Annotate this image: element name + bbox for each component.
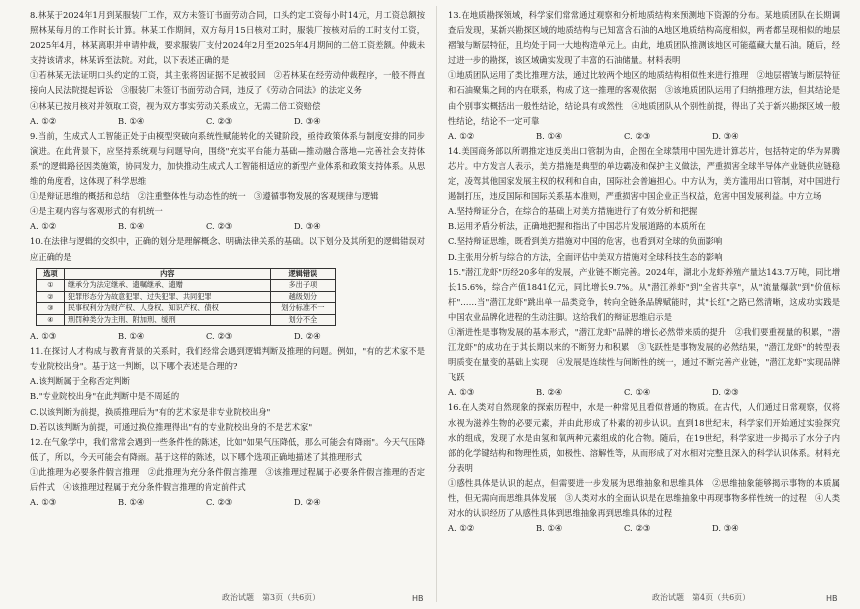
page-footer: 政治试题 第3页（共6页） xyxy=(222,593,321,602)
table-cell: 划分标准不一 xyxy=(270,303,335,315)
table-cell: 民事权利分为财产权、人身权、知识产权、债权 xyxy=(64,303,270,315)
question-stem: 15."潜江龙虾"历经20多年的发展，产业链不断完善。2024年，湖北小龙虾养殖产量达143.7万吨，同比增长15.6%，综合产值1841亿元，同比增长9.7%。从"潜江养虾"到"全省共享"，从"流量爆款"到"价值标杆"……当"潜江龙虾"跳出单一品类竞争，转向全链条品牌赋能时，其"长红"之路已然清晰，这成功实践是中国农业品牌化进程的生动注脚。这给我们的辩证思维启示是 xyxy=(448,266,840,322)
table-row xyxy=(37,314,336,326)
answer-b: B."专业院校出身"在此判断中是不周延的 xyxy=(30,391,180,402)
table-cell: 刑罚种类分为主刑、附加刑、缓刑 xyxy=(64,314,270,326)
table-row xyxy=(37,303,336,315)
answer-a: A. ①③ xyxy=(30,331,57,342)
answer-b: B. ①④ xyxy=(118,115,145,126)
table-row xyxy=(37,291,336,303)
answer-c: C. ②③ xyxy=(206,221,233,232)
answer-b: B. ①④ xyxy=(536,523,563,534)
answer-a: A. ①③ xyxy=(30,497,57,508)
option-statements: ①此推理为必要条件假言推理 ②此推理为充分条件假言推理 ③该推理过程属于必要条件假言推理的否定后件式 ④该推理过程属于充分条件假言推理的肯定前件式 xyxy=(30,466,425,493)
table-cell: 越级划分 xyxy=(270,291,335,303)
answer-a: A.坚持辩证分合，在综合的基础上对美方措施进行了有效分析和把握 xyxy=(448,206,698,217)
answer-c: C.坚持辩证思维，既看到美方措施对中国的危害，也看到对全球的负面影响 xyxy=(448,236,723,247)
question-stem: 10.在法律与逻辑的交织中，正确的划分是理解概念、明确法律关系的基础。以下划分及其所犯的逻辑错误对应正确的是 xyxy=(30,236,425,262)
answer-a: A.该判断属于全称否定判断 xyxy=(30,376,130,387)
question-10 xyxy=(30,234,425,344)
option-statements: ①感性具体是认识的起点，但需要进一步发展为思维抽象和思维具体 ②思维抽象能够揭示事物的本质属性，但无需向而思维具体发展 ③人类对水的全面认识是在思维抽象中再现事物多样性统一的过程 ④人类对水的认识经历了从感性具体到思维抽象再到思维具体的过程 xyxy=(448,477,840,519)
table-cell: ③ xyxy=(37,303,65,315)
question-12 xyxy=(30,435,425,510)
answer-a: A. ①② xyxy=(448,130,475,141)
answer-choices xyxy=(30,114,425,129)
question-16 xyxy=(448,400,840,536)
question-stem: 16.在人类对自然现象的探索历程中，水是一种常见且看似普通的物质。在古代，人们通过日常观察，仅将水视为滋养生物的必要元素，并由此形成了朴素的初步认识。直到18世纪末，科学家们开始通过实验探究水的组成，发现了水是由氢和氧两种元素组成的化合物。随后，在19世纪，科学家进一步揭示了水分子内部的化学键结构和物理性质，如极性、溶解性等，从而形成了对水相对完整且深入的科学认识体系。材料充分表明 xyxy=(448,402,840,473)
answer-d: D.主张用分析与综合的方法，全面评估中美双方措施对全球科技生态的影响 xyxy=(448,251,723,262)
answer-choices xyxy=(448,129,840,144)
answer-choices xyxy=(30,329,425,344)
table-cell: 多出子项 xyxy=(270,280,335,292)
answer-d: D.若以该判断为前提，可通过换位推理得出"有的专业院校出身的不是艺术家" xyxy=(30,421,313,432)
question-15 xyxy=(448,265,840,401)
division-table xyxy=(36,268,336,327)
option-statements: ④林某已按月核对并领取工资，视为双方事实劳动关系成立，无需二倍工资赔偿 xyxy=(30,100,321,111)
question-stem: 8.林某于2024年1月到某服装厂工作，双方未签订书面劳动合同，口头约定工资每小时14元，月工资总额按照林某每月的工作时长计算。林某工作期间，双方每月15日核对工时，服装厂按核对后的工时支付工资，2025年4月，林某离职并申请仲裁，要求服装厂支付2024年2月至2025年4月期间的二倍工资差额。仲裁未支持该请求，林某诉至法院。对此，以下表述正确的是 xyxy=(30,10,425,66)
answer-a: A. ①② xyxy=(30,115,57,126)
answer-c: C. ②③ xyxy=(624,523,651,534)
option-statements: ①地质团队运用了类比推理方法，通过比较两个地区的地质结构相似性来进行推理 ②地层褶皱与断层特征和石油聚集之间的内在联系，构成了这一推理的客观依据 ③该地质团队运用了归纳推理方法，但其结论是由个别事实概括出一般性结论，结论具有或然性 ④地质团队从个别性前提，得出了关于新兴勘探区域一般性结论，结论不一定可靠 xyxy=(448,70,840,126)
answer-d: D. ②③ xyxy=(712,387,739,398)
table-header: 内容 xyxy=(64,268,270,280)
question-13 xyxy=(448,8,840,144)
answer-b: B.运用矛盾分析法，正确地把握和指出了中国芯片发展道路的本质所在 xyxy=(448,221,706,232)
answer-d: D. ③④ xyxy=(294,115,321,126)
question-8 xyxy=(30,8,425,129)
answer-d: D. ③④ xyxy=(294,221,321,232)
question-9 xyxy=(30,129,425,235)
answer-b: B. ②④ xyxy=(536,387,563,398)
paper-code: HB xyxy=(826,594,838,603)
answer-c: C. ②③ xyxy=(624,130,651,141)
question-stem: 9.当前，生成式人工智能正处于由模型突破向系统性赋能转化的关键阶段，亟待政策体系与制度安排的同步演进。在此背景下，应坚持系统观与问题导向，围绕"充实平台能力基础—推动融合落地—完善社会支持体系"的逻辑路径因类施策，协同发力，加快推动生成式人工智能相适应的新型产业体系和政策支持体系。从思维的角度看，这体现了科学思维 xyxy=(30,130,425,187)
answer-c: C. ②③ xyxy=(206,497,233,508)
question-stem: 11.在探讨人才构成与教育背景的关系时，我们经常会遇到逻辑判断及推理的问题。例如，"有的艺术家不是专业院校出身"。基于这一判断，以下哪个表述是合理的? xyxy=(30,346,425,372)
answer-b: B. ①④ xyxy=(118,221,145,232)
question-stem: 12.在气象学中，我们常常会遇到一些条件性的陈述，比如"如果气压降低，那么可能会有降雨"。今天气压降低了，所以，今天可能会有降雨。基于这样的陈述，以下哪个选项正确地描述了其推理形式 xyxy=(30,436,425,462)
option-statements: ①若林某无法证明口头约定的工资，其主张将因证据不足被驳回 ②若林某在经劳动仲裁程序，一般不得直接向人民法院提起诉讼 ③服装厂未签订书面劳动合同，违反了《劳动合同法》的法定义务 xyxy=(30,70,425,96)
answer-a: A. ①② xyxy=(448,523,475,534)
table-cell: 划分不全 xyxy=(270,314,335,326)
question-14 xyxy=(448,144,840,265)
page-footer: 政治试题 第4页（共6页） xyxy=(652,593,751,602)
answer-c: C.以该判断为前提，换质推理后为"有的艺术家是非专业院校出身" xyxy=(30,406,271,417)
table-header: 逻辑错误 xyxy=(270,268,335,280)
paper-code: HB xyxy=(412,594,424,603)
table-row xyxy=(37,280,336,292)
answer-d: D. ②④ xyxy=(294,331,321,342)
question-stem: 14.美国商务部以所谓推定违反美出口管制为由，企图在全球禁用中国先进计算芯片，包括特定的华为昇腾芯片。中方发言人表示，美方措施是典型的单边霸凌和保护主义做法，严重损害全球半导体产业链供应链稳定，凌驾其他国家发展主权的权利和自由，国际社会普遍担心。中方认为，美方滥用出口管制，对中国进行遏制打压，违反国际和国际关系基本准则，严重损害中国企业正当权益，危害中国发展利益。中方立场 xyxy=(448,145,840,202)
answer-d: D. ③④ xyxy=(712,130,739,141)
answer-choices xyxy=(448,521,840,536)
answer-choices xyxy=(30,495,425,510)
option-statements: ①渐进性是事物发展的基本形式，"潜江龙虾"品牌的增长必然带来质的提升 ②我们要重视量的积累，"潜江龙虾"的成功在于其长期以来的不断努力和积累 ③飞跃性是事物发展的必然结果，"潜江龙虾"的转型表明质变在量变的基础上实现 ④发展是连续性与间断性的统一，通过不断完善产业链，"潜江龙虾"实现品牌飞跃 xyxy=(448,326,840,383)
table-cell: 继承分为法定继承、遗嘱继承、遗赠 xyxy=(64,280,270,292)
table-cell: ② xyxy=(37,291,65,303)
answer-a: A. ①② xyxy=(30,221,57,232)
answer-b: B. ①④ xyxy=(536,130,563,141)
option-statements: ①是辩证思维的概括和总结 ②注重整体性与动态性的统一 ③遵循事物发展的客观规律与逻辑 xyxy=(30,191,379,202)
answer-b: B. ①④ xyxy=(118,331,145,342)
answer-c: C. ①④ xyxy=(624,387,651,398)
answer-c: C. ②③ xyxy=(206,331,233,342)
answer-b: B. ①④ xyxy=(118,497,145,508)
answer-choices xyxy=(448,385,840,400)
table-cell: 犯罪形态分为故意犯罪、过失犯罪、共同犯罪 xyxy=(64,291,270,303)
right-column xyxy=(448,8,840,536)
answer-d: D. ③④ xyxy=(712,523,739,534)
answer-d: D. ②④ xyxy=(294,497,321,508)
table-header: 选项 xyxy=(37,268,65,280)
table-cell: ① xyxy=(37,280,65,292)
answer-c: C. ②③ xyxy=(206,115,233,126)
column-divider xyxy=(436,6,437,602)
answer-choices xyxy=(30,219,425,234)
table-cell: ④ xyxy=(37,314,65,326)
question-11 xyxy=(30,344,425,435)
answer-a: A. ①③ xyxy=(448,387,475,398)
question-stem: 13.在地质勘探领域，科学家们常常通过观察和分析地质结构来预测地下资源的分布。某地质团队在长期调查后发现，某新兴勘探区域的地质结构与已知富含石油的A地区地质结构高度相似，两者都呈现相似的地层褶皱与断层特征，且均处于同一大地构造单元上。由此，地质团队推测该地区可能蕴藏大量石油。随后，经过进一步的勘探，该区域确实发现了丰富的石油储量。材料表明 xyxy=(448,10,840,66)
left-column xyxy=(30,8,425,510)
option-statements: ④是主观内容与客观形式的有机统一 xyxy=(30,206,163,217)
